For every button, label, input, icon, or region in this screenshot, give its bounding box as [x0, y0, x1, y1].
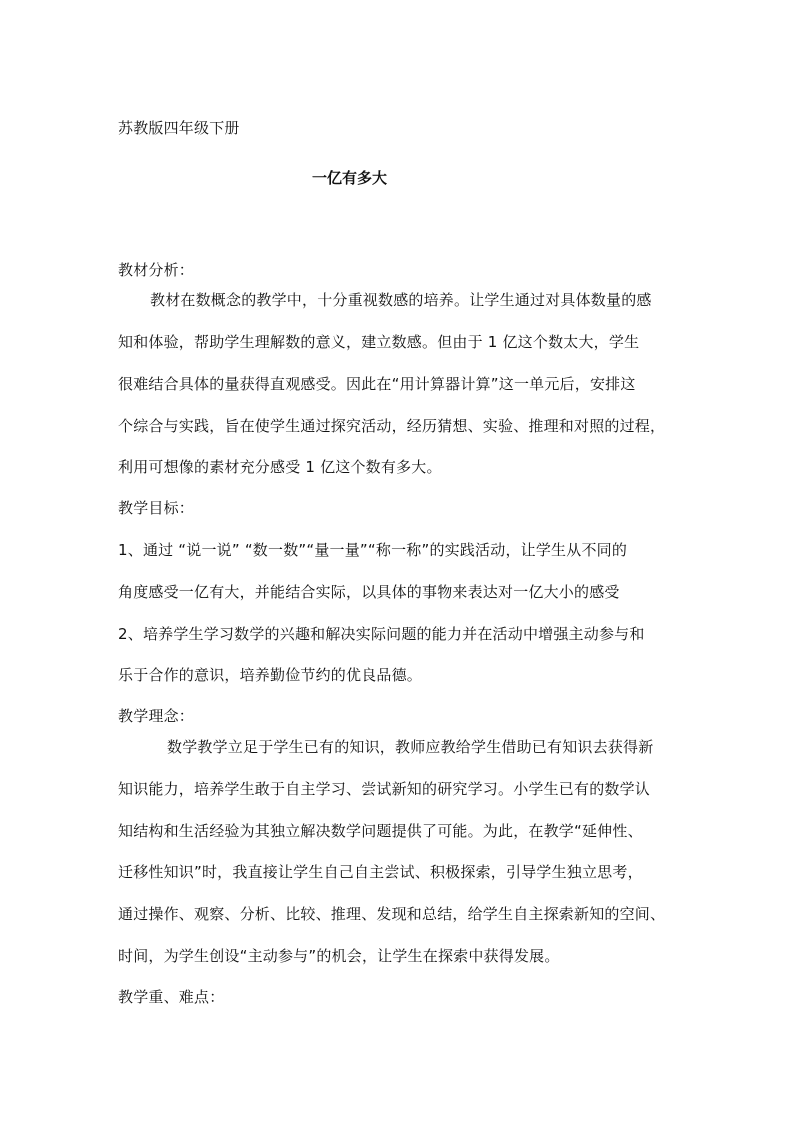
paragraph-line: 很难结合具体的量获得直观感受。因此在“用计算器计算”这一单元后，安排这	[118, 375, 636, 393]
paragraph-line: 2、培养学生学习数学的兴趣和解决实际问题的能力并在活动中增强主动参与和	[118, 625, 645, 643]
paragraph-line: 知识能力，培养学生敢于自主学习、尝试新知的研究学习。小学生已有的数学认	[118, 780, 651, 798]
section-heading-philosophy: 教学理念：	[118, 707, 195, 725]
paragraph-line: 数学教学立足于学生已有的知识，教师应教给学生借助已有知识去获得新	[167, 738, 654, 756]
paragraph-line: 个综合与实践，旨在使学生通过探究活动，经历猜想、实验、推理和对照的过程，	[118, 417, 666, 435]
document-title: 一亿有多大	[312, 169, 388, 187]
paragraph-line: 时间，为学生创设“主动参与”的机会，让学生在探索中获得发展。	[118, 947, 560, 965]
section-heading-keypoints: 教学重、难点：	[118, 988, 225, 1006]
paragraph-line: 1、通过 “说一说” “数一数”“量一量”“称一称”的实践活动，让学生从不同的	[118, 541, 628, 559]
paragraph-line: 乐于合作的意识，培养勤俭节约的优良品德。	[118, 666, 423, 684]
paragraph-line: 迁移性知识”时，我直接让学生自己自主尝试、积极探索，引导学生独立思考，	[118, 863, 643, 881]
section-heading-analysis: 教材分析：	[118, 261, 195, 279]
paragraph-line: 利用可想像的素材充分感受 1 亿这个数有多大。	[118, 458, 442, 476]
paragraph-line: 角度感受一亿有大，并能结合实际，以具体的事物来表达对一亿大小的感受	[118, 583, 620, 601]
document-header: 苏教版四年级下册	[118, 119, 240, 137]
section-heading-goals: 教学目标：	[118, 499, 195, 517]
paragraph-line: 知结构和生活经验为其独立解决数学问题提供了可能。为此，在教学“延伸性、	[118, 822, 643, 840]
paragraph-line: 通过操作、观察、分析、比较、推理、发现和总结，给学生自主探索新知的空间、	[118, 905, 666, 923]
paragraph-line: 教材在数概念的教学中，十分重视数感的培养。让学生通过对具体数量的感	[150, 291, 652, 309]
paragraph-line: 知和体验，帮助学生理解数的意义，建立数感。但由于 1 亿这个数太大，学生	[118, 333, 640, 351]
